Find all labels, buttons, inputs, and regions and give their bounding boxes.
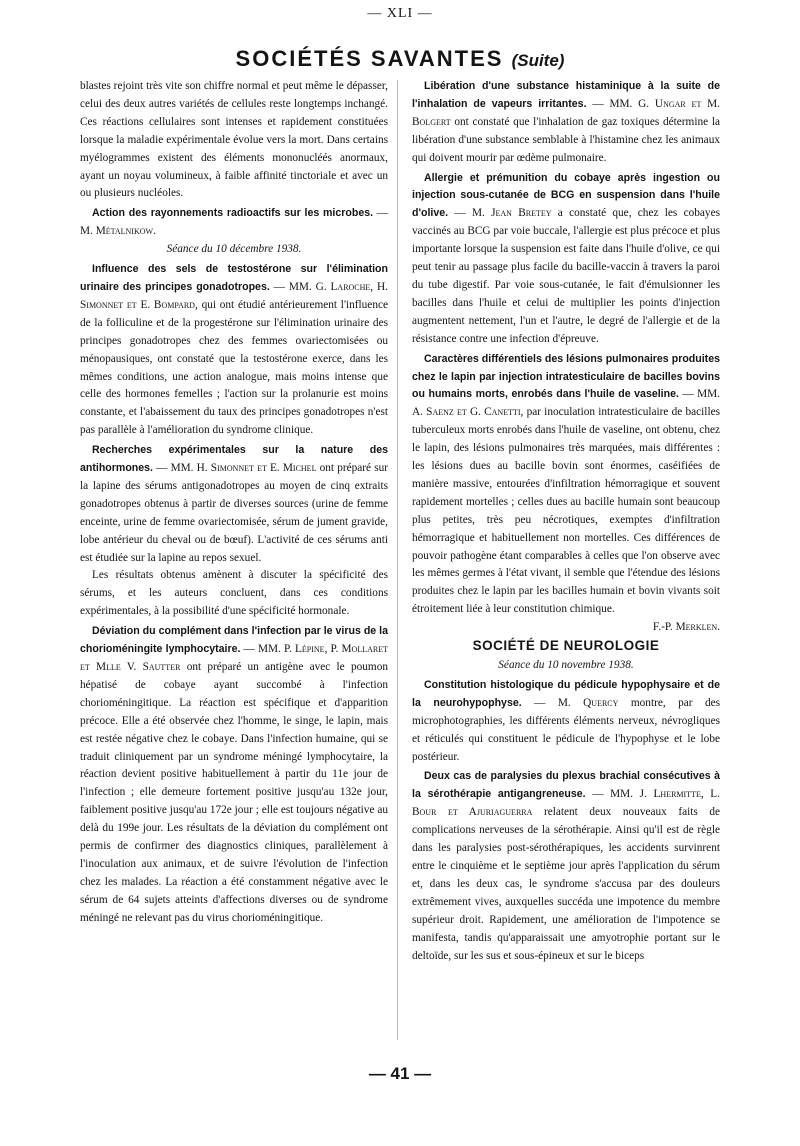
entry-text: ont préparé sur la lapine des sérums antigonadotropes au moyen de cinq extraits gonadotropes obtenus à partir de diverses sources (urine de femme enceinte, urine de femme ovariectomisée, sérum de jument gravide, lobe antérieur du cheval ou de bœuf). L'activité de ces sérums anti est étudiée sur la lapine au repos sexuel. [80,462,389,564]
entry-title: Allergie et prémunition du cobaye après ingestion ou injection sous-cutanée de BCG en suspension dans l'huile d'olive. [412,171,720,220]
entry-authors: MM. G. Laroche, H. Simonnet et E. Bompard, [80,280,389,311]
entry-authors: MM. A. Saenz et G. Canetti, [412,388,720,419]
entry-text: par inoculation intratesticulaire de bacilles tuberculeux morts enrobés dans l'huile de vaseline, ont obtenu, chez le lapin, des lésions pulmonaires très marquées, mais différentes : les lésions dues au bacille bovin sont énormes, caséifiées de manière massive, entourées d'infiltration hémorragique et souvent rapidement mortelles ; celles dues au bacille humain sont beaucoup plus petites, très peu nécrotiques, exemptes d'infiltration hémorragique et habituellement non mortelles. Ces différences de pouvoir pathogène étant comparables à celles que l'on observe avec les mêmes germes à l'état vivant, il semble que l'étendue des lésions produites chez le lapin par les bacilles humain et bovin vivants soit étroitement liée à leur constitution chimique. [412,406,720,616]
entry-histaminique: Libération d'une substance histaminique à la suite de l'inhalation de vapeurs irritantes. — MM. G. Ungar et M. Bolgert ont constaté que l'inhalation de gaz toxiques détermine la libération d'une substance semblable à l'histamine chez les animaux qui doivent mourir par œdème pulmonaire. [412,80,721,164]
column-divider [397,80,398,1040]
signature: F.-P. Merklen. [652,621,720,634]
heading-title: SOCIÉTÉS SAVANTES [235,46,504,71]
entry-title: Constitution histologique du pédicule hypophysaire et de la neurohypophyse. [412,678,720,709]
entry-deviation-complement: Déviation du complément dans l'infection par le virus de la chorioméningite lymphocytaire. — MM. P. Lépine, P. Mollaret et Mlle V. Sautter ont préparé un antigène avec le poumon hépatisé de cobaye ayant succombé à l'infection chorioméningitique. La réaction est spécifique et d'apparition précoce. Elle a été observée chez l'homme, le singe, le lapin, mais est restée négative chez le cobaye. Dans l'infection humaine, qui se traduit cliniquement par un syndrome méningé lymphocytaire, la réaction devient positive habituellement à partir du 11e jour de l'infection ; elle demeure fortement positive jusqu'au 132e jour, faiblement positive jusqu'au 172e jour ; elle est toujours négative au delà du 199e jour. Les résultats de la déviation du complément ont permis de confirmer des diagnostics cliniques, parallèlement à l'inoculation aux animaux, et de suivre l'évolution de l'infection chez les malades. La réaction a été constamment négative avec le sérum de 64 sujets atteints d'affections diverses ou de syndrome méningé ne relevant pas du virus chorioméningitique. [80,625,388,924]
entry-text: ont préparé un antigène avec le poumon hépatisé de cobaye ayant succombé à l'infection chorioméningitique. La réaction est spécifique et d'apparition précoce. Elle a été observée chez l'homme, le singe, le lapin, mais est restée négative chez le cobaye. Dans l'infection humaine, qui se traduit cliniquement par un syndrome méningé lymphocytaire, la réaction devient positive habituellement à partir du 11e jour de l'infection ; elle demeure fortement positive jusqu'au 132e jour, faiblement positive jusqu'au 172e jour ; elle est toujours négative au delà du 199e jour. Les résultats de la déviation du complément ont permis de confirmer des diagnostics cliniques, parallèlement à l'inoculation aux animaux, et de suivre l'évolution de l'infection chez les malades. La réaction a été constamment négative avec le sérum de 64 sujets atteints d'affections diverses ou de syndrome méningé ne relevant pas du virus chorioméningitique. [80,661,388,924]
entry-title: Influence des sels de testostérone sur l'élimination urinaire des principes gonadotropes. [80,263,388,293]
paragraph: blastes rejoint très vite son chiffre normal et peut même le dépasser, celui des deux autres variétés de cellules reste longtemps inchangé. Ces réactions cellulaires sont intenses et rapidement constituées lorsque la maladie expérimentale évolue vers la mort. Dans certains myélogrammes existent des éléments mononucléés anormaux, ayant un noyau volumineux, à faible affinité tinctoriale et avec un ou plusieurs nucléoles. [80,80,388,200]
left-column [80,78,388,928]
paragraph: Les résultats obtenus amènent à discuter la spécificité des sérums, et les auteurs concluent, dans ces conditions expérimentales, à la possibilité d'une spécificité hormonale. [80,569,388,618]
entry-authors: M. Métalnikow. [80,225,156,238]
society-heading: SOCIÉTÉ DE NEUROLOGIE [472,638,660,654]
entry-authors: M. Quercy [557,696,619,709]
entry-action-rayonnements: Action des rayonnements radioactifs sur les microbes. — M. Métalnikow. [80,207,388,238]
entry-authors: MM. P. Lépine, P. Mollaret et Mlle V. Sautter [80,643,388,673]
session-date: Séance du 10 novembre 1938. [498,659,634,671]
entry-title: Deux cas de paralysies du plexus brachial consécutives à la sérothérapie antigangreneuse. [412,770,720,801]
entry-title: Déviation du complément dans l'infection par le virus de la chorioméningite lymphocytaire. [80,625,388,656]
entry-authors: MM. H. Simonnet et E. Michel [170,462,317,475]
entry-authors: MM. G. Ungar et M. Bolgert [412,97,721,128]
entry-text: ont constaté que l'inhalation de gaz toxiques détermine la libération d'une substance semblable à l'histamine chez les animaux qui doivent mourir par œdème pulmonaire. [412,115,720,164]
session-date: Séance du 10 décembre 1938. [166,243,302,256]
entry-authors: M. Jean Bretey [471,207,552,220]
entry-antihormones: Recherches expérimentales sur la nature des antihormones. — MM. H. Simonnet et E. Michel ont préparé sur la lapine des sérums antigonadotropes au moyen de cinq extraits gonadotropes obtenus à partir de diverses sources (urine de femme enceinte, urine de femme ovariectomisée, sérum de jument gravide, lobe antérieur du cheval ou de bœuf). L'activité de ces sérums anti est étudiée sur la lapine au repos sexuel. [80,444,389,564]
entry-testosterone: Influence des sels de testostérone sur l'élimination urinaire des principes gonadotropes. — MM. G. Laroche, H. Simonnet et E. Bompard, qui ont étudié antérieurement l'influence de la folliculine et de la progestérone sur l'élimination urinaire des principes gonadotropes chez des femmes ovariectomisées ou ménopausiques, ont constaté que la testostérone exerce, dans les mêmes conditions, une action analogue, mais moins intense que celle des hormones femelles ; l'action sur la prolanurie est moins constante, et l'abaissement du taux des principes gonadotropes n'est pas parallèle à l'amélioration du syndrome clinique. [80,263,389,437]
entry-text: relatent deux nouveaux faits de complications nerveuses de la sérothérapie. Ainsi qu'il est de règle dans les paralysies post-sérothérapiques, les accidents survinrent entre le cinquième et le septième jour après l'application du sérum et, dans les deux cas, le syndrome s'accusa par des douleurs extrêmement vives, auxquelles succéda une impotence du membre supérieur droit. Rapidement, une amélioration de l'impotence se manifesta, tandis qu'apparaissait une amyotrophie portant sur le deltoïde, sur les sus et sous-épineux et sur le biceps [412,806,721,962]
page-number: — 41 — [368,1064,432,1083]
entry-text: qui ont étudié antérieurement l'influence de la folliculine et de la progestérone sur l'élimination urinaire des principes gonadotropes chez des femmes ovariectomisées ou ménopausiques, ont constaté que la testostérone exerce, dans les mêmes conditions, une action analogue, mais moins intense que celle des hormones femelles ; l'action sur la prolanurie est moins constante, et l'abaissement du taux des principes gonadotropes n'est pas parallèle à l'amélioration du syndrome clinique. [80,298,389,437]
entry-allergie-bcg: Allergie et prémunition du cobaye après ingestion ou injection sous-cutanée de BCG en suspension dans l'huile d'olive. — M. Jean Bretey a constaté que, chez les cobayes vaccinés au BCG par voie buccale, l'allergie est plus précoce et plus importante lorsque la suspension est faite dans l'huile d'olive, ce qui peut tenir au passage plus facile du bacille-vaccin à travers la paroi du tube digestif. Par voie sous-cutanée, le fait d'émulsionner les bacilles dans l'huile et celui de multiplier les points d'injection augmentent nettement, l'un et l'autre, le degré de l'allergie et de la résistance contre une infection d'épreuve. [412,171,720,345]
section-heading [0,46,800,72]
right-column [412,78,720,965]
entry-authors: MM. J. Lhermitte, L. Bour et Ajuriaguerra [412,788,720,819]
entry-title: Caractères différentiels des lésions pulmonaires produites chez le lapin par injection intratesticulaire de bacilles bovins ou humains morts, enrobés dans l'huile de vaseline. [412,352,720,401]
entry-title: Recherches expérimentales sur la nature des antihormones. [80,444,388,475]
entry-lesions-pulmonaires: Caractères différentiels des lésions pulmonaires produites chez le lapin par injection intratesticulaire de bacilles bovins ou humains morts, enrobés dans l'huile de vaseline. — MM. A. Saenz et G. Canetti, par inoculation intratesticulaire de bacilles tuberculeux morts enrobés dans l'huile de vaseline, ont obtenu, chez le lapin, des lésions pulmonaires très marquées, mais différentes : les lésions dues au bacille bovin sont énormes, caséifiées de manière massive, entourées d'infiltration hémorragique et souvent rapidement mortelles ; celles dues au bacille humain sont beaucoup plus petites, très peu nécrotiques, exemptes d'infiltration hémorragique et habituellement non mortelles. Ces différences de pouvoir pathogène étant comparables à celles que l'on observe avec les mêmes germes à l'état vivant, il semble que l'étendue des lésions produites chez le lapin par les bacilles humain et bovin vivants soit étroitement liée à leur constitution chimique. [412,352,720,616]
entry-text: a constaté que, chez les cobayes vaccinés au BCG par voie buccale, l'allergie est plus précoce et plus importante lorsque la suspension est faite dans l'huile d'olive, ce qui peut tenir au passage plus facile du bacille-vaccin à travers la paroi du tube digestif. Par voie sous-cutanée, le fait d'émulsionner les bacilles dans l'huile et celui de multiplier les points d'injection augmentent nettement, l'un et l'autre, le degré de l'allergie et de la résistance contre une infection d'épreuve. [412,207,720,345]
entry-title: Libération d'une substance histaminique à la suite de l'inhalation de vapeurs irritantes. [412,80,720,110]
roman-page-marker: — XLI — [367,6,433,21]
entry-pedicule-hypophysaire: Constitution histologique du pédicule hypophysaire et de la neurohypophyse. — M. Quercy montre, par des microphotographies, les différents éléments nerveux, névrogliques et réticulés qui constituent le pédicule de l'hypophyse et le lobe postérieur. [412,678,721,763]
entry-text: montre, par des microphotographies, les différents éléments nerveux, névrogliques et réticulés qui constituent le pédicule de l'hypophyse et le lobe postérieur. [412,696,721,763]
entry-title: Action des rayonnements radioactifs sur les microbes. [92,207,374,220]
heading-suffix: (Suite) [511,51,565,70]
entry-plexus-brachial: Deux cas de paralysies du plexus brachial consécutives à la sérothérapie antigangreneuse. — MM. J. Lhermitte, L. Bour et Ajuriaguerra relatent deux nouveaux faits de complications nerveuses de la sérothérapie. Ainsi qu'il est de règle dans les paralysies post-sérothérapiques, les accidents survinrent entre le cinquième et le septième jour après l'application du sérum et, dans les deux cas, le syndrome s'accusa par des douleurs extrêmement vives, auxquelles succéda une impotence du membre supérieur droit. Rapidement, une amélioration de l'impotence se manifesta, tandis qu'apparaissait une amyotrophie portant sur le deltoïde, sur les sus et sous-épineux et sur le biceps [412,770,721,962]
